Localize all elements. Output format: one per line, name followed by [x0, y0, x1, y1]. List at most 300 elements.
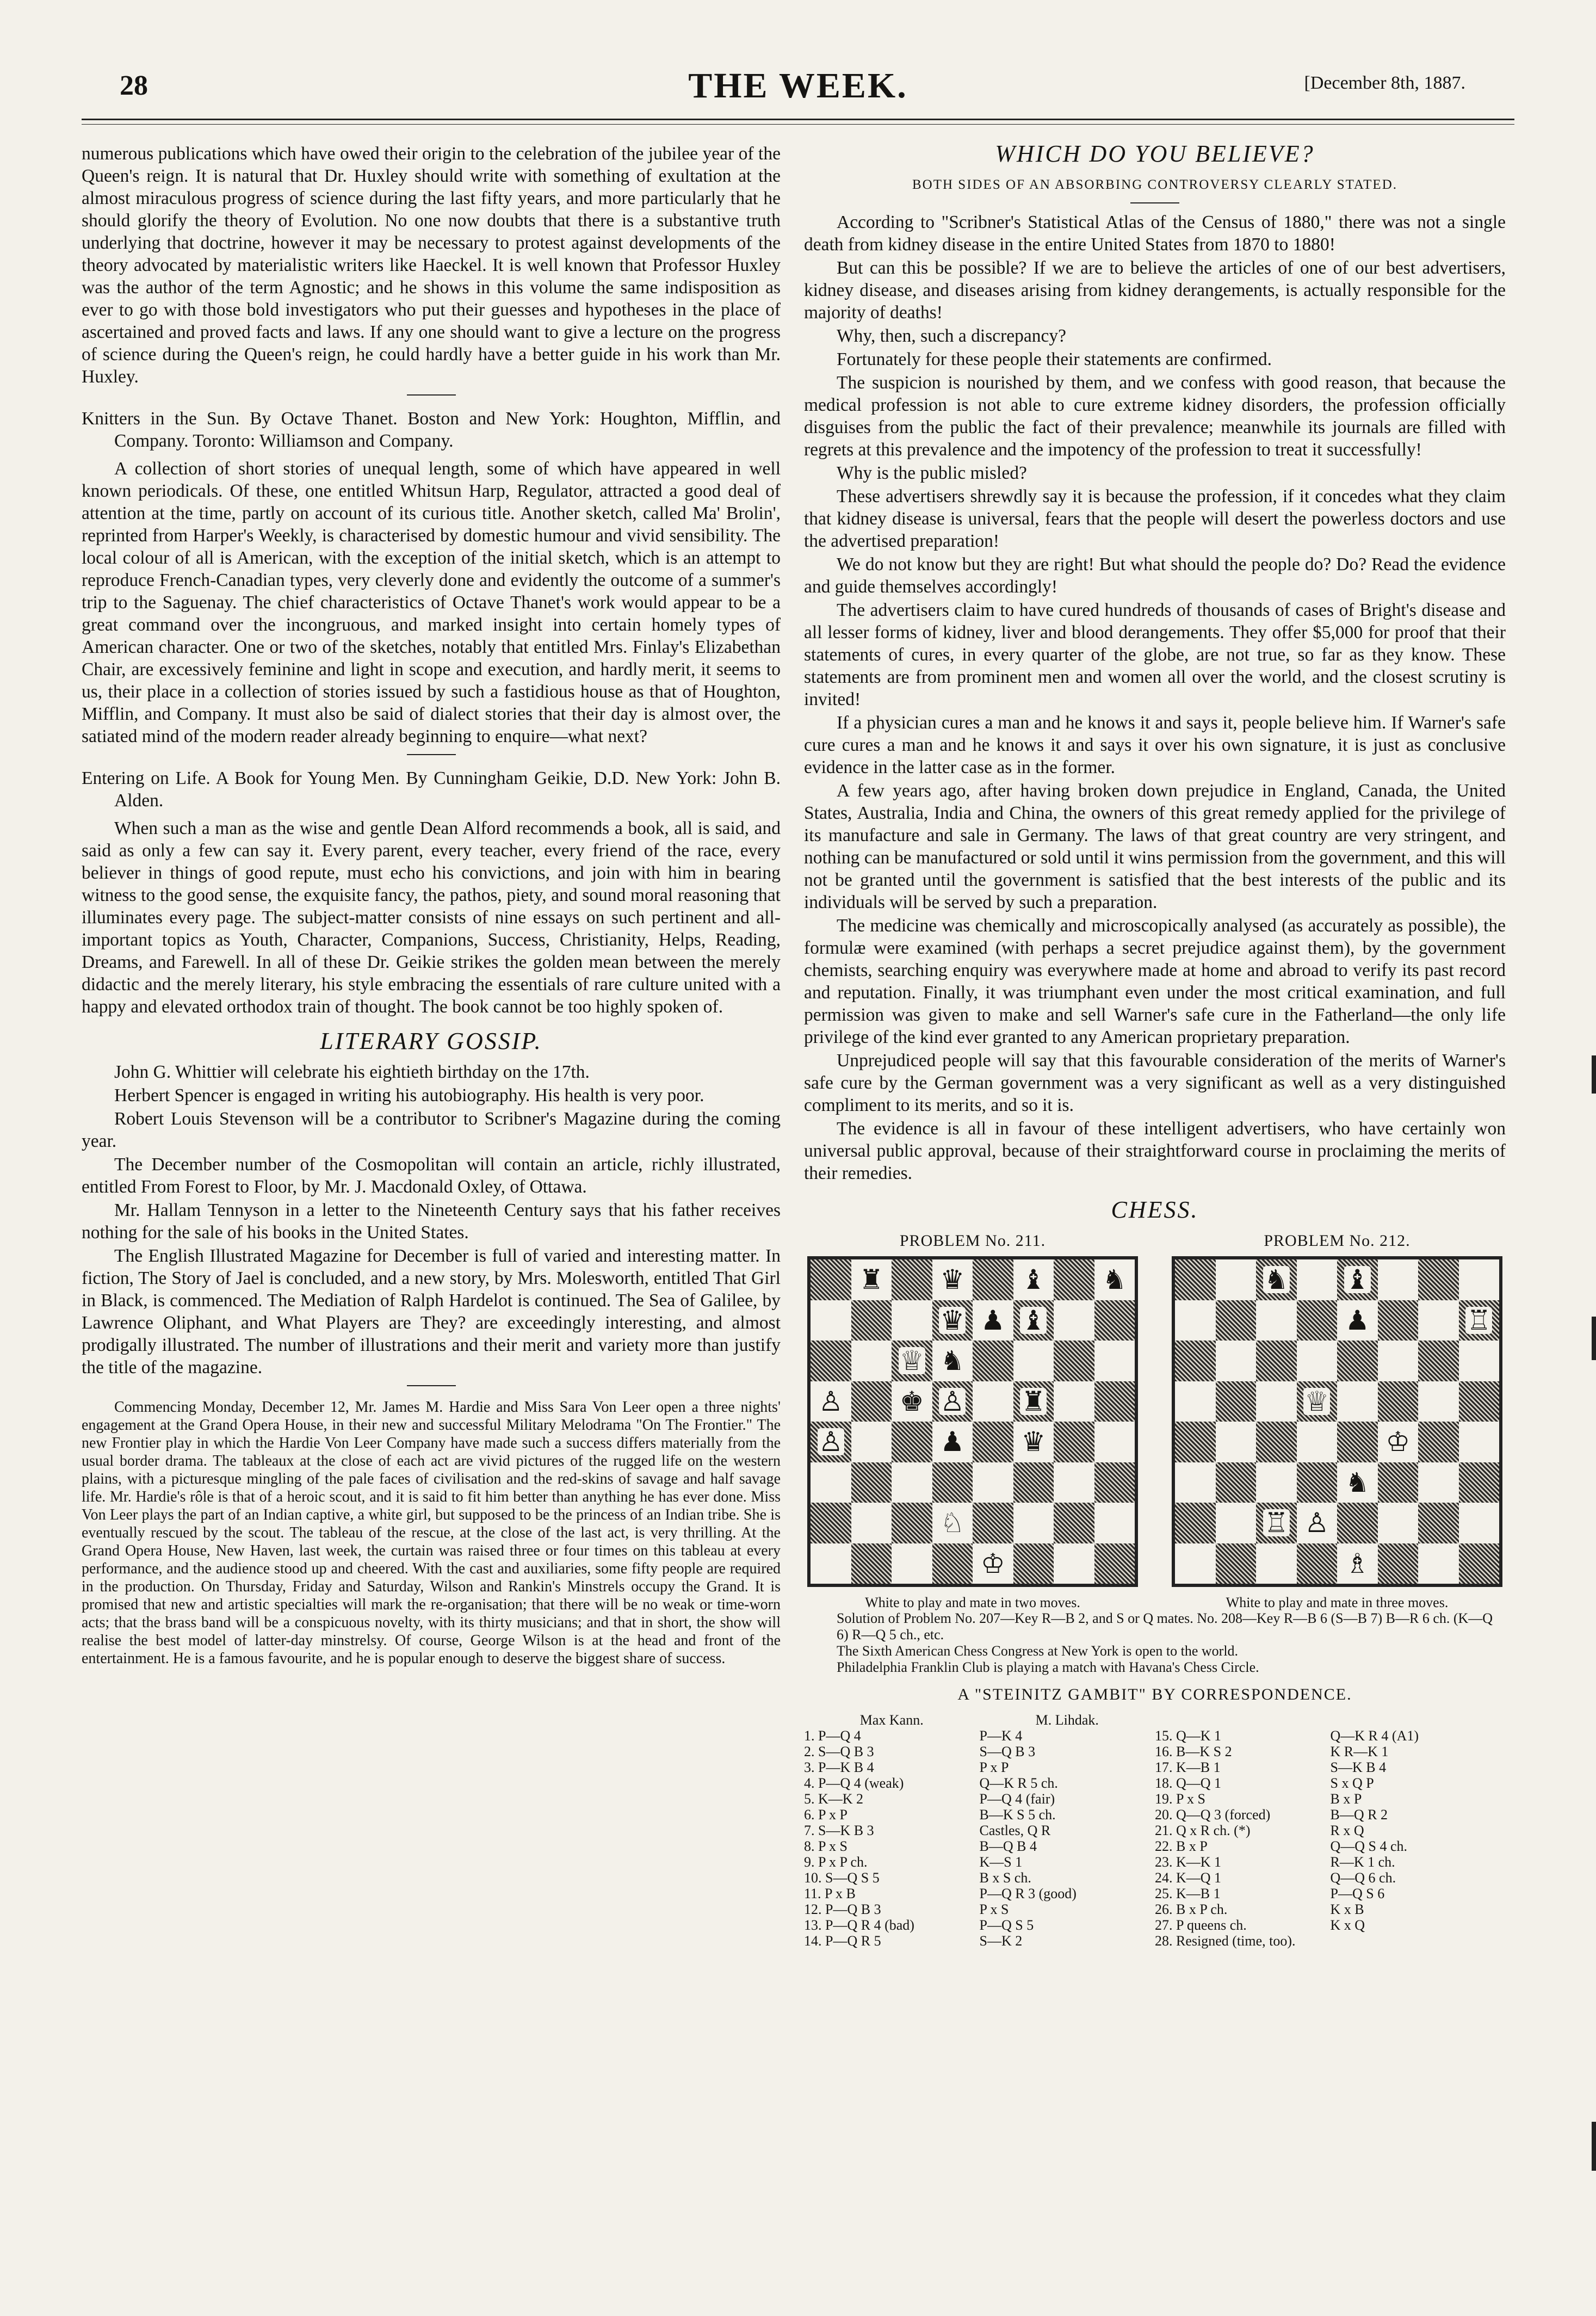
game-score	[804, 1712, 1506, 1949]
black-move: P x P	[979, 1759, 1009, 1775]
board-square	[1297, 1341, 1338, 1381]
ad-paragraph: But can this be possible? If we are to believe the articles of one of our best advertisers, kidney disease, and diseases arising from kidney derangements, is actually responsible for the majority of deaths!	[804, 258, 1506, 323]
black-move: S x Q P	[1330, 1775, 1374, 1791]
board-square	[1054, 1462, 1094, 1503]
chess-piece-icon: ♙	[1304, 1508, 1329, 1539]
board-square	[1175, 1259, 1216, 1300]
chess-piece-icon: ♝	[1021, 1264, 1046, 1295]
white-move: 21. Q x R ch. (*)	[1155, 1823, 1251, 1838]
black-move: S—Q B 3	[979, 1744, 1036, 1759]
chess-board	[1172, 1256, 1502, 1587]
board-square	[1418, 1543, 1459, 1584]
chess-piece-icon: ♚	[899, 1386, 924, 1417]
black-move: B x S ch.	[979, 1870, 1031, 1886]
board-square	[811, 1259, 851, 1300]
ad-paragraph: These advertisers shrewdly say it is because the profession, if it concedes what they claim that kidney disease is universal, fears that the people will desert the powerless doctors and use the advertised preparation!	[804, 486, 1506, 551]
white-move: 23. K—K 1	[1155, 1854, 1222, 1870]
chess-piece-icon: ♟	[980, 1305, 1005, 1336]
board-square	[1378, 1462, 1419, 1503]
board-square	[811, 1462, 851, 1503]
board-square	[1094, 1259, 1135, 1300]
board-square	[1337, 1259, 1378, 1300]
solution-note: Solution of Problem No. 207—Key R—B 2, and S or Q mates. No. 208—Key R—B 6 (S—B 7) B—R 6 ch. (K—Q 6) R—Q 5 ch., etc.	[837, 1610, 1493, 1642]
move-row	[1155, 1901, 1506, 1917]
board-square	[1054, 1381, 1094, 1422]
white-move: 5. K—K 2	[804, 1791, 864, 1807]
ad-paragraph: Fortunately for these people their statements are confirmed.	[837, 349, 1272, 369]
board-square	[1459, 1543, 1500, 1584]
chess-piece-icon: ♞	[940, 1345, 965, 1376]
chess-piece-icon: ♞	[1102, 1264, 1127, 1295]
player-name: Max Kann.	[859, 1712, 924, 1728]
margin-mark	[1592, 1317, 1596, 1360]
board-square	[851, 1300, 892, 1341]
review-heading-knitters: Knitters in the Sun. By Octave Thanet. Boston and New York: Houghton, Mifflin, and Company. Toronto: Williamson and Company.	[82, 409, 781, 451]
board-square	[892, 1381, 932, 1422]
board-square	[1175, 1462, 1216, 1503]
board-square	[1054, 1503, 1094, 1543]
ad-subtitle: BOTH SIDES OF AN ABSORBING CONTROVERSY CLEARLY STATED.	[912, 177, 1397, 192]
board-square	[1418, 1341, 1459, 1381]
ad-paragraph: Why, then, such a discrepancy?	[837, 326, 1066, 346]
paper-title: THE WEEK.	[688, 66, 908, 106]
move-row	[804, 1807, 1155, 1823]
chess-problems	[804, 1230, 1506, 1610]
board-square	[1418, 1300, 1459, 1341]
white-move: 25. K—B 1	[1155, 1886, 1221, 1901]
chess-piece-icon: ♙	[818, 1426, 843, 1457]
board-square	[1054, 1300, 1094, 1341]
board-square	[1216, 1543, 1257, 1584]
board-square	[1175, 1503, 1216, 1543]
chess-piece-icon: ♟	[940, 1426, 965, 1457]
board-square	[1013, 1503, 1054, 1543]
black-move: S—K B 4	[1330, 1759, 1387, 1775]
board-square	[1378, 1300, 1419, 1341]
problem-caption: White to play and mate in two moves.	[865, 1595, 1080, 1610]
divider	[407, 754, 456, 755]
black-move: K R—K 1	[1330, 1744, 1389, 1759]
board-square	[1216, 1422, 1257, 1462]
board-square	[1054, 1341, 1094, 1381]
board-square	[973, 1300, 1013, 1341]
board-square	[1256, 1543, 1297, 1584]
board-square	[1094, 1341, 1135, 1381]
white-move: 1. P—Q 4	[804, 1728, 861, 1744]
board-square	[1094, 1422, 1135, 1462]
board-square	[973, 1503, 1013, 1543]
chess-piece-icon: ♕	[1304, 1386, 1329, 1417]
board-square	[1418, 1422, 1459, 1462]
page-number: 28	[120, 70, 148, 101]
board-square	[1459, 1259, 1500, 1300]
gossip-item: The December number of the Cosmopolitan will contain an article, richly illustrated, entitled From Forest to Floor, by Mr. J. Macdonald Oxley, of Ottawa.	[82, 1154, 781, 1197]
board-square	[1013, 1543, 1054, 1584]
white-move: 27. P queens ch.	[1155, 1917, 1247, 1933]
black-move: K x B	[1330, 1901, 1364, 1917]
board-square	[1094, 1503, 1135, 1543]
black-move: K x Q	[1330, 1917, 1365, 1933]
review-body-entering-life: When such a man as the wise and gentle Dean Alford recommends a book, all is said, and said as only a few can say it. Every parent, every teacher, every friend of the race, every believer in things of good repute, must echo his convictions, and join with him in bearing witness to the good sense, the exquisite fancy, the pathos, piety, and sound moral reasoning that illuminates every page. The subject-matter consists of nine essays on such pertinent and all-important topics as Youth, Character, Companions, Success, Christianity, Helps, Reading, Dreams, and Farewell. In all of these Dr. Geikie strikes the golden mean between the merely didactic and the merely literary, his style embracing the essentials of rare culture united with a happy and elevated orthodox train of thought. The book cannot be too highly spoken of.	[82, 818, 781, 1017]
board-square	[1297, 1422, 1338, 1462]
black-move: P—K 4	[979, 1728, 1023, 1744]
board-square	[1013, 1422, 1054, 1462]
divider	[407, 1385, 456, 1386]
chess-piece-icon: ♔	[1385, 1426, 1411, 1457]
game-moves-left	[804, 1712, 1155, 1949]
board-square	[851, 1543, 892, 1584]
chess-piece-icon: ♞	[1345, 1467, 1370, 1498]
black-move: B—Q R 2	[1330, 1807, 1388, 1823]
chess-news: The Sixth American Chess Congress at New York is open to the world.	[837, 1643, 1239, 1659]
masthead	[82, 65, 1514, 109]
board-square	[1459, 1422, 1500, 1462]
ad-paragraph: Why is the public misled?	[837, 463, 1027, 483]
black-move: Castles, Q R	[979, 1823, 1051, 1838]
board-square	[1013, 1462, 1054, 1503]
board-square	[1216, 1300, 1257, 1341]
white-move: 19. P x S	[1155, 1791, 1205, 1807]
game-title: A "STEINITZ GAMBIT" BY CORRESPONDENCE.	[957, 1685, 1352, 1703]
ad-paragraph: The evidence is all in favour of these intelligent advertisers, who have certainly won universal public approval, because of their straightforward course in proclaiming the merits of their remedies.	[804, 1119, 1506, 1183]
board-square	[973, 1381, 1013, 1422]
ad-title: WHICH DO YOU BELIEVE?	[995, 140, 1315, 167]
board-square	[973, 1259, 1013, 1300]
white-move: 18. Q—Q 1	[1155, 1775, 1222, 1791]
white-move: 22. B x P	[1155, 1838, 1208, 1854]
problem-212	[1168, 1230, 1506, 1614]
board-square	[1054, 1259, 1094, 1300]
white-move: 24. K—Q 1	[1155, 1870, 1222, 1886]
board-square	[1216, 1381, 1257, 1422]
board-square	[811, 1543, 851, 1584]
board-square	[1297, 1381, 1338, 1422]
board-square	[932, 1503, 973, 1543]
gossip-item: Mr. Hallam Tennyson in a letter to the Nineteenth Century says that his father receives nothing for the sale of his books in the United States.	[82, 1200, 781, 1243]
board-square	[892, 1259, 932, 1300]
move-row	[1155, 1791, 1506, 1807]
board-square	[892, 1422, 932, 1462]
board-square	[1459, 1381, 1500, 1422]
move-row	[804, 1870, 1155, 1886]
ad-paragraph: According to "Scribner's Statistical Atlas of the Census of 1880," there was not a single death from kidney disease in the entire United States from 1870 to 1880!	[804, 212, 1506, 255]
board-square	[1256, 1300, 1297, 1341]
move-row	[1155, 1886, 1506, 1901]
move-row	[1155, 1838, 1506, 1854]
black-move: Q—K R 5 ch.	[979, 1775, 1058, 1791]
board-square	[892, 1543, 932, 1584]
board-square	[1256, 1422, 1297, 1462]
board-square	[1337, 1422, 1378, 1462]
divider	[407, 394, 456, 396]
board-square	[1459, 1462, 1500, 1503]
white-move: 6. P x P	[804, 1807, 848, 1823]
board-square	[1378, 1422, 1419, 1462]
white-move: 28. Resigned (time, too).	[1155, 1933, 1296, 1949]
move-row	[1155, 1933, 1506, 1949]
problem-211	[804, 1230, 1141, 1614]
move-row	[804, 1886, 1155, 1901]
black-move: R x Q	[1330, 1823, 1364, 1838]
chess-notes	[804, 1610, 1506, 1676]
board-square	[892, 1341, 932, 1381]
white-move: 15. Q—K 1	[1155, 1728, 1222, 1744]
board-square	[973, 1462, 1013, 1503]
board-square	[1216, 1259, 1257, 1300]
board-square	[892, 1503, 932, 1543]
board-square	[1459, 1503, 1500, 1543]
board-square	[851, 1503, 892, 1543]
ad-paragraph: We do not know but they are right! But what should the people do? Do? Read the evidence and guide themselves accordingly!	[804, 554, 1506, 597]
chess-news: Philadelphia Franklin Club is playing a match with Havana's Chess Circle.	[837, 1659, 1259, 1675]
move-row	[1155, 1854, 1506, 1870]
board-square	[1256, 1259, 1297, 1300]
board-square	[1216, 1341, 1257, 1381]
board-square	[1013, 1341, 1054, 1381]
board-square	[1378, 1543, 1419, 1584]
board-square	[932, 1422, 973, 1462]
board-square	[932, 1462, 973, 1503]
white-move: 14. P—Q R 5	[804, 1933, 881, 1949]
player-name: M. Lihdak.	[1035, 1712, 1099, 1728]
board-square	[851, 1381, 892, 1422]
ad-body	[804, 211, 1506, 1184]
gossip-item: Robert Louis Stevenson will be a contributor to Scribner's Magazine during the coming year.	[82, 1109, 781, 1151]
ad-paragraph: Unprejudiced people will say that this favourable consideration of the merits of Warner's safe cure by the German government was a very significant as well as a very distinguished compliment to its merits, and so it is.	[804, 1051, 1506, 1115]
black-move: B—K S 5 ch.	[979, 1807, 1056, 1823]
board-square	[1337, 1543, 1378, 1584]
board-square	[932, 1341, 973, 1381]
move-row	[804, 1775, 1155, 1791]
board-square	[1175, 1422, 1216, 1462]
board-square	[1337, 1300, 1378, 1341]
move-row	[804, 1728, 1155, 1744]
white-move: 16. B—K S 2	[1155, 1744, 1232, 1759]
chess-piece-icon: ♜	[1021, 1386, 1046, 1417]
review-heading-entering-life: Entering on Life. A Book for Young Men. By Cunningham Geikie, D.D. New York: John B. Alden.	[82, 768, 781, 811]
game-moves-right	[1155, 1712, 1506, 1949]
ad-paragraph: The medicine was chemically and microscopically analysed (as accurately as possible), the formulæ were examined (with perhaps a secret prejudice against them), by the government chemists, searching enquiry was everywhere made at home and abroad to verify its past record and reputation. Finally, it was triumphant even under the most critical examination, and full permission was given to make and sell Warner's safe cure in the Fatherland—the only life privilege of the kind ever granted to any American proprietary preparation.	[804, 916, 1506, 1047]
move-row	[804, 1917, 1155, 1933]
board-square	[1418, 1462, 1459, 1503]
board-square	[1216, 1503, 1257, 1543]
white-move: 2. S—Q B 3	[804, 1744, 874, 1759]
problem-title: PROBLEM No. 211.	[899, 1232, 1046, 1250]
black-move: P x S	[979, 1901, 1009, 1917]
huxley-review-end: numerous publications which have owed their origin to the celebration of the jubilee year of the Queen's reign. It is natural that Dr. Huxley should write with something of exultation at the almost miraculous progress of science during the last fifty years, and more particularly that he should glorify the theory of Evolution. No one now doubts that there is a substantive truth underlying that doctrine, however it may be necessary to protest against developments of the theory advocated by materialistic writers like Haeckel. It is well known that Professor Huxley was the author of the term Agnostic; and he shows in this volume the same indisposition as ever to go with those bold investigators who put their guesses and hypotheses in the place of ascertained and proved facts and laws. If any one should want to give a lecture on the progress of science during the Queen's reign, he could hardly have a better guide in his work than Mr. Huxley.	[82, 144, 781, 387]
black-move: P—Q 4 (fair)	[979, 1791, 1055, 1807]
margin-mark	[1592, 2122, 1596, 2171]
board-square	[1054, 1422, 1094, 1462]
chess-piece-icon: ♛	[940, 1305, 965, 1336]
board-square	[1337, 1462, 1378, 1503]
black-move: P—Q S 6	[1330, 1886, 1385, 1901]
white-move: 3. P—K B 4	[804, 1759, 874, 1775]
board-square	[1175, 1381, 1216, 1422]
move-row	[804, 1744, 1155, 1759]
ad-paragraph: The advertisers claim to have cured hundreds of thousands of cases of Bright's disease and all lesser forms of kidney, liver and blood derangements. They offer $5,000 for proof that their statements of cures, in every quarter of the globe, are not true, so far as they know. These statements are from prominent men and women all over the world, and the closest scrutiny is invited!	[804, 600, 1506, 709]
board-square	[1378, 1381, 1419, 1422]
problem-title: PROBLEM No. 212.	[1264, 1232, 1411, 1250]
board-square	[892, 1300, 932, 1341]
board-square	[892, 1462, 932, 1503]
white-move: 11. P x B	[804, 1886, 856, 1901]
chess-piece-icon: ♞	[1264, 1264, 1289, 1295]
board-square	[1459, 1300, 1500, 1341]
move-row	[1155, 1728, 1506, 1744]
problem-caption: White to play and mate in three moves.	[1226, 1595, 1449, 1610]
chess-piece-icon: ♘	[940, 1508, 965, 1539]
black-move: R—K 1 ch.	[1330, 1854, 1395, 1870]
margin-mark	[1592, 1055, 1596, 1094]
board-square	[1013, 1381, 1054, 1422]
chess-piece-icon: ♖	[1467, 1305, 1492, 1336]
board-square	[1013, 1259, 1054, 1300]
black-move: B—Q B 4	[979, 1838, 1037, 1854]
move-row	[804, 1901, 1155, 1917]
board-square	[932, 1543, 973, 1584]
black-move: P—Q S 5	[979, 1917, 1034, 1933]
board-square	[1337, 1341, 1378, 1381]
board-square	[932, 1300, 973, 1341]
chess-piece-icon: ♙	[818, 1386, 843, 1417]
board-square	[1256, 1381, 1297, 1422]
white-move: 7. S—K B 3	[804, 1823, 874, 1838]
board-square	[1337, 1381, 1378, 1422]
gossip-item: Herbert Spencer is engaged in writing his autobiography. His health is very poor.	[114, 1085, 704, 1105]
board-square	[1297, 1300, 1338, 1341]
board-square	[851, 1462, 892, 1503]
gossip-item: John G. Whittier will celebrate his eightieth birthday on the 17th.	[114, 1062, 590, 1082]
board-square	[932, 1381, 973, 1422]
black-move: Q—Q 6 ch.	[1330, 1870, 1396, 1886]
game-header	[804, 1712, 1155, 1728]
board-square	[932, 1259, 973, 1300]
white-move: 4. P—Q 4 (weak)	[804, 1775, 904, 1791]
board-square	[1297, 1259, 1338, 1300]
chess-piece-icon: ♔	[980, 1548, 1005, 1579]
move-row	[1155, 1823, 1506, 1838]
black-move	[1331, 1933, 1506, 1949]
board-square	[851, 1341, 892, 1381]
chess-piece-icon: ♛	[1021, 1426, 1046, 1457]
move-row	[1155, 1744, 1506, 1759]
ad-paragraph: The suspicion is nourished by them, and we confess with good reason, that because the medical profession is not able to cure extreme kidney disorders, the profession officially disguises from the public the fact of their prevalence; meanwhile its journals are filled with regrets at this prevalence and the impotency of the profession to treat it successfully!	[804, 373, 1506, 460]
board-square	[1459, 1341, 1500, 1381]
board-square	[1337, 1503, 1378, 1543]
chess-piece-icon: ♗	[1345, 1548, 1370, 1579]
issue-date: [December 8th, 1887.	[1304, 73, 1465, 93]
board-square	[811, 1422, 851, 1462]
black-move: P—Q R 3 (good)	[979, 1886, 1077, 1901]
white-move: 26. B x P ch.	[1155, 1901, 1228, 1917]
move-row	[804, 1933, 1155, 1949]
board-square	[1216, 1462, 1257, 1503]
board-square	[1297, 1462, 1338, 1503]
white-move: 8. P x S	[804, 1838, 848, 1854]
chess-piece-icon: ♛	[940, 1264, 965, 1295]
black-move: Q—Q S 4 ch.	[1330, 1838, 1408, 1854]
board-square	[973, 1422, 1013, 1462]
move-row	[804, 1759, 1155, 1775]
right-column	[804, 140, 1506, 1949]
chess-piece-icon: ♝	[1021, 1305, 1046, 1336]
theatre-notice: Commencing Monday, December 12, Mr. James M. Hardie and Miss Sara Von Leer open a three nights' engagement at the Grand Opera House, in their new and successful Military Melodrama "On The Frontier." The new Frontier play in which the Hardie Von Leer Company have made such a success differs materially from the usual border drama. The tableaux at the close of each act are vivid pictures of the rugged life on the western plains, with a picturesque mingling of the pale faces of civilisation and the red-skins of savage and half savage life. Mr. Hardie's rôle is that of a heroic scout, and it is said to fit him better than anything he has ever done. Miss Von Leer plays the part of an Indian captive, a white girl, but supposed to be the princess of an Indian tribe. She is eventually rescued by the scout. The tableau of the rescue, at the close of the last act, is very thrilling. At the Grand Opera House, New Haven, last week, the curtain was raised three or four times on this tableau at every performance, and the audience stood up and cheered. With the cast and auxiliaries, some fifty people are required in the production. On Thursday, Friday and Saturday, Wilson and Rankin's Minstrels occupy the Grand. It is promised that new and artistic specialties will mark the re-organisation; that there will be no weak or time-worn acts; that the brass band will be a conspicuous novelty, with its thirty musicians; and that in short, the show will realise the best model of latter-day minstrelsy. Of course, George Wilson is at the head and front of the entertainment. He is a famous favourite, and he is popular enough to deserve the biggest share of success.	[82, 1399, 781, 1667]
black-move: S—K 2	[979, 1933, 1023, 1949]
board-square	[851, 1259, 892, 1300]
gossip-item: The English Illustrated Magazine for December is full of varied and interesting matter. In fiction, The Story of Jael is concluded, and a new story, by Mrs. Molesworth, entitled That Girl in Black, is commenced. The Mediation of Ralph Hardelot is continued. The Sea of Galilee, by Lawrence Oliphant, and What Players are They? are exceedingly interesting, and almost prodigally illustrated. The number of illustrations and their merit and variety more than justify the title of the magazine.	[82, 1246, 781, 1378]
chess-piece-icon: ♜	[859, 1264, 884, 1295]
black-move: K—S 1	[979, 1854, 1023, 1870]
board-square	[1256, 1462, 1297, 1503]
board-square	[1418, 1259, 1459, 1300]
board-square	[1256, 1341, 1297, 1381]
chess-board	[807, 1256, 1138, 1587]
white-move: 12. P—Q B 3	[804, 1901, 881, 1917]
board-square	[1256, 1503, 1297, 1543]
move-row	[804, 1823, 1155, 1838]
ad-paragraph: If a physician cures a man and he knows it and says it, people believe him. If Warner's safe cure cures a man and he knows it and says it over his own signature, it is just as conclusive evidence in the latter case as in the former.	[804, 713, 1506, 777]
chess-piece-icon: ♕	[899, 1345, 924, 1376]
board-square	[851, 1422, 892, 1462]
move-row	[1155, 1807, 1506, 1823]
white-move: 17. K—B 1	[1155, 1759, 1221, 1775]
board-square	[1378, 1503, 1419, 1543]
board-square	[811, 1341, 851, 1381]
board-square	[973, 1341, 1013, 1381]
header-rule	[82, 119, 1514, 120]
chess-piece-icon: ♖	[1264, 1508, 1289, 1539]
board-square	[973, 1543, 1013, 1584]
board-square	[811, 1503, 851, 1543]
board-square	[1094, 1381, 1135, 1422]
white-move: 20. Q—Q 3 (forced)	[1155, 1807, 1271, 1823]
board-square	[1094, 1543, 1135, 1584]
move-row	[1155, 1759, 1506, 1775]
divider	[1130, 202, 1179, 203]
move-row	[804, 1838, 1155, 1854]
move-row	[1155, 1870, 1506, 1886]
board-square	[811, 1300, 851, 1341]
black-move: Q—K R 4 (A1)	[1330, 1728, 1419, 1744]
black-move: B x P	[1330, 1791, 1362, 1807]
board-square	[1378, 1341, 1419, 1381]
move-row	[804, 1854, 1155, 1870]
white-move: 9. P x P ch.	[804, 1854, 868, 1870]
board-square	[1054, 1543, 1094, 1584]
chess-piece-icon: ♝	[1345, 1264, 1370, 1295]
header-rule-thin	[82, 124, 1514, 125]
board-square	[1297, 1503, 1338, 1543]
board-square	[1418, 1381, 1459, 1422]
board-square	[1175, 1341, 1216, 1381]
board-square	[811, 1381, 851, 1422]
white-move: 10. S—Q S 5	[804, 1870, 880, 1886]
ad-paragraph: A few years ago, after having broken down prejudice in England, Canada, the United States, Australia, India and China, the owners of this great remedy applied for the privilege of its manufacture and sale in Germany. The laws of that great country are very stringent, and nothing can be manufactured or sold until it wins permission from the government, and this will not be granted until the government is satisfied that the best interests of the public and its individuals will be served by such a preparation.	[804, 781, 1506, 912]
move-row	[804, 1791, 1155, 1807]
white-move: 13. P—Q R 4 (bad)	[804, 1917, 914, 1933]
chess-piece-icon: ♟	[1345, 1305, 1370, 1336]
left-column	[82, 143, 781, 1669]
section-title-chess: CHESS.	[1111, 1196, 1199, 1223]
board-square	[1378, 1259, 1419, 1300]
review-body-knitters: A collection of short stories of unequal length, some of which have appeared in well known periodicals. Of these, one entitled Whitsun Harp, Regulator, attracted a good deal of attention at the time, partly on account of its curious title. Another sketch, called Ma' Brolin', reprinted from Harper's Weekly, is characterised by domestic humour and vivid sensibility. The local colour of all is American, with the exception of the initial sketch, which is an attempt to reproduce French-Canadian types, very cleverly done and evidently the outcome of a summer's trip to the Saguenay. The chief characteristics of Octave Thanet's work would appear to be a great command over the incongruous, and marked insight into certain homely types of American character. One or two of the sketches, notably that entitled Mrs. Finlay's Elizabethan Chair, are excessively feminine and light in scope and execution, and hardly merit, it seems to us, their place in a collection of stories issued by such a fastidious house as that of Houghton, Mifflin, and Company. It must also be said of dialect stories that their day is almost over, the satiated mind of the modern reader already beginning to enquire—what next?	[82, 459, 781, 746]
move-row	[1155, 1775, 1506, 1791]
board-square	[1013, 1300, 1054, 1341]
move-row	[1155, 1917, 1506, 1933]
board-square	[1175, 1543, 1216, 1584]
board-square	[1175, 1300, 1216, 1341]
